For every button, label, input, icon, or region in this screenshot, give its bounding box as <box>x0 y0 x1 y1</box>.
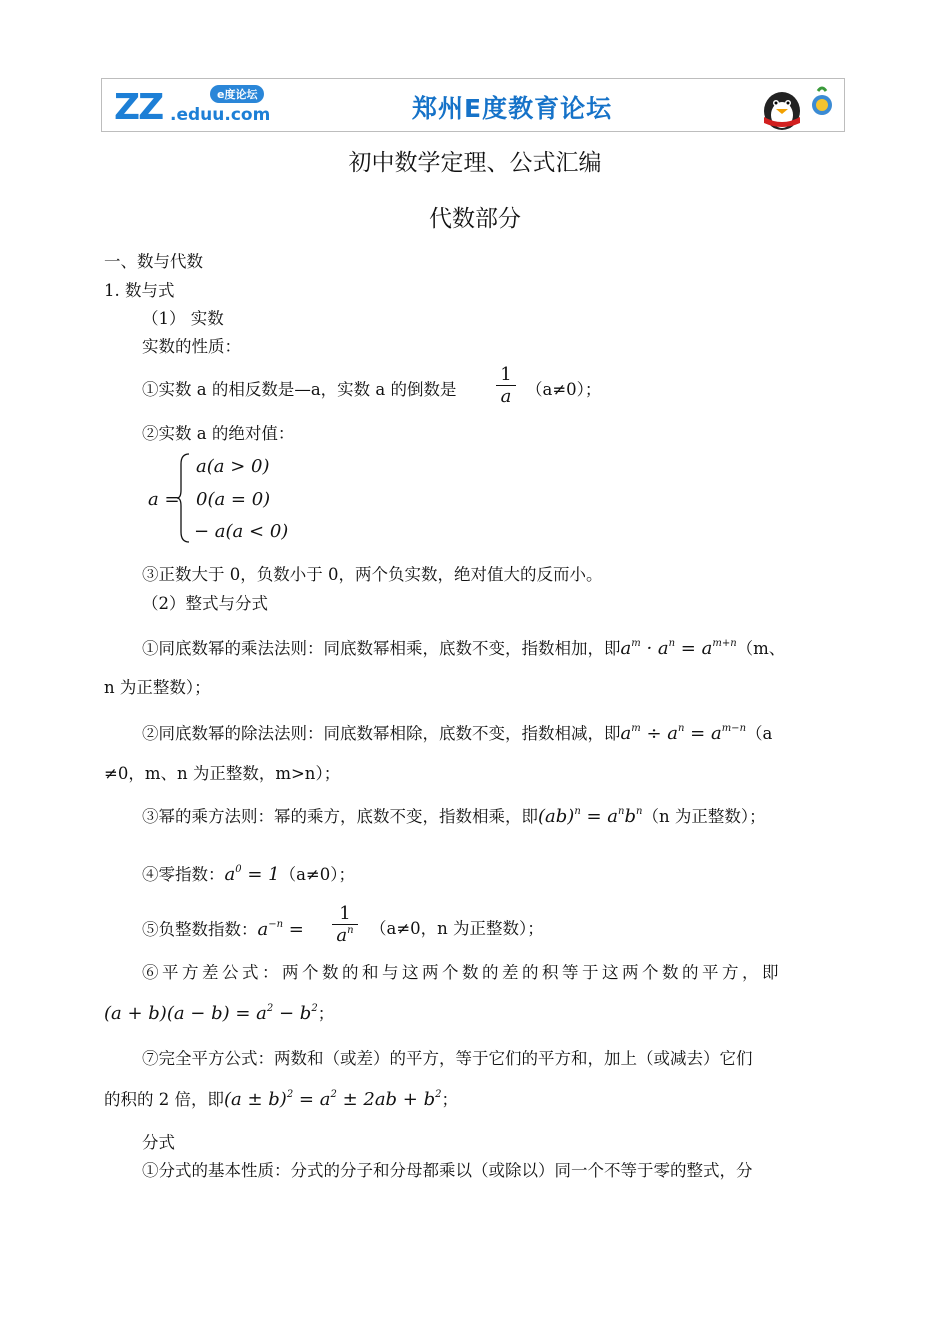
subsection-heading-real: （1） 实数 <box>142 309 224 328</box>
document-subtitle: 代数部分 <box>429 206 521 232</box>
rule-zero-exponent <box>142 864 355 886</box>
fraction-negative-exponent <box>332 903 358 946</box>
rule-text: ①同底数幂的乘法法则：同底数幂相乘，底数不变，指数相加，即 <box>142 639 621 658</box>
paragraph-label: 实数的性质： <box>142 337 241 356</box>
abs-case-negative: − a(a < 0) <box>194 521 289 542</box>
logo-domain-text: .eduu.com <box>170 105 271 125</box>
fraction-denominator: $a^n$ <box>332 924 358 946</box>
rule-divide-powers <box>142 723 772 745</box>
rule-text: ⑤负整数指数： <box>142 920 258 939</box>
paragraph-reciprocal: ①实数 a 的相反数是—a，实数 a 的倒数是 <box>142 380 457 399</box>
penguin-mascot-icon <box>752 81 838 131</box>
rule-negative-exponent <box>142 919 304 941</box>
logo-zz-text: ZZ <box>114 87 163 128</box>
formula-perfect-square: 的积的 2 倍，即$(a \pm b)^2 = a^2 \pm 2ab + b^2$； <box>104 1089 458 1110</box>
abs-case-positive: a(a > 0) <box>196 456 270 477</box>
fraction-numerator: 1 <box>500 364 512 385</box>
rule-perfect-square: ⑦完全平方公式：两数和（或差）的平方，等于它们的平方和，加上（或减去）它们 <box>142 1049 753 1068</box>
rule-multiply-powers-cont: n 为正整数）； <box>104 678 211 697</box>
site-logo[interactable] <box>114 83 274 129</box>
rule-negative-exponent-tail: （a≠0，n 为正整数）； <box>370 919 544 938</box>
rule-tail: （m、 <box>736 639 786 658</box>
brace-symbol <box>176 452 190 544</box>
rule-fraction-basic: ①分式的基本性质：分式的分子和分母都乘以（或除以）同一个不等于零的整式，分 <box>142 1161 753 1180</box>
formula: $(ab)^n = a^nb^n$ <box>538 806 643 827</box>
paragraph-absolute: ②实数 a 的绝对值： <box>142 424 295 443</box>
fraction-denominator: a <box>496 385 516 407</box>
formula: $a^m \div a^n = a^{m-n}$ <box>620 723 747 744</box>
paragraph-compare: ③正数大于 0，负数小于 0，两个负实数，绝对值大的反而小。 <box>142 565 603 584</box>
abs-case-zero: 0(a = 0) <box>196 489 271 510</box>
formula: $a^0 = 1$ <box>224 864 280 885</box>
subsection-heading-fractions: 分式 <box>142 1133 175 1152</box>
rule-power-of-power <box>142 806 766 828</box>
header-banner <box>101 78 845 132</box>
subsection-heading: 1. 数与式 <box>104 281 175 300</box>
paragraph-reciprocal-tail: （a≠0）； <box>526 380 602 399</box>
subsection-heading-poly: （2）整式与分式 <box>142 594 268 613</box>
abs-lhs: a = <box>148 489 180 510</box>
logo-badge: e度论坛 <box>210 85 264 103</box>
formula: $a^{-n}$ = <box>257 919 304 940</box>
fraction-reciprocal <box>496 364 516 407</box>
rule-tail: （a <box>746 724 773 743</box>
section-heading: 一、数与代数 <box>104 252 203 271</box>
rule-text: ②同底数幂的除法法则：同底数幂相除，底数不变，指数相减，即 <box>142 724 621 743</box>
rule-text: ④零指数： <box>142 865 225 884</box>
rule-multiply-powers <box>142 638 785 660</box>
rule-tail: （n 为正整数）； <box>642 807 766 826</box>
formula-difference-of-squares: $(a + b)(a - b) = a^2 - b^2$； <box>104 1003 335 1024</box>
rule-tail: （a≠0）； <box>279 865 356 884</box>
rule-difference-of-squares: ⑥平方差公式：两个数的和与这两个数的差的积等于这两个数的平方，即 <box>142 963 782 982</box>
formula: $a^m \cdot a^n = a^{m+n}$ <box>620 638 737 659</box>
rule-divide-powers-cont: ≠0，m、n 为正整数，m>n）； <box>104 764 341 783</box>
rule-text: ③幂的乘方法则：幂的乘方，底数不变，指数相乘，即 <box>142 807 538 826</box>
fraction-numerator: 1 <box>339 903 351 924</box>
document-title: 初中数学定理、公式汇编 <box>348 150 602 176</box>
site-name: 郑州E度教育论坛 <box>412 94 613 123</box>
